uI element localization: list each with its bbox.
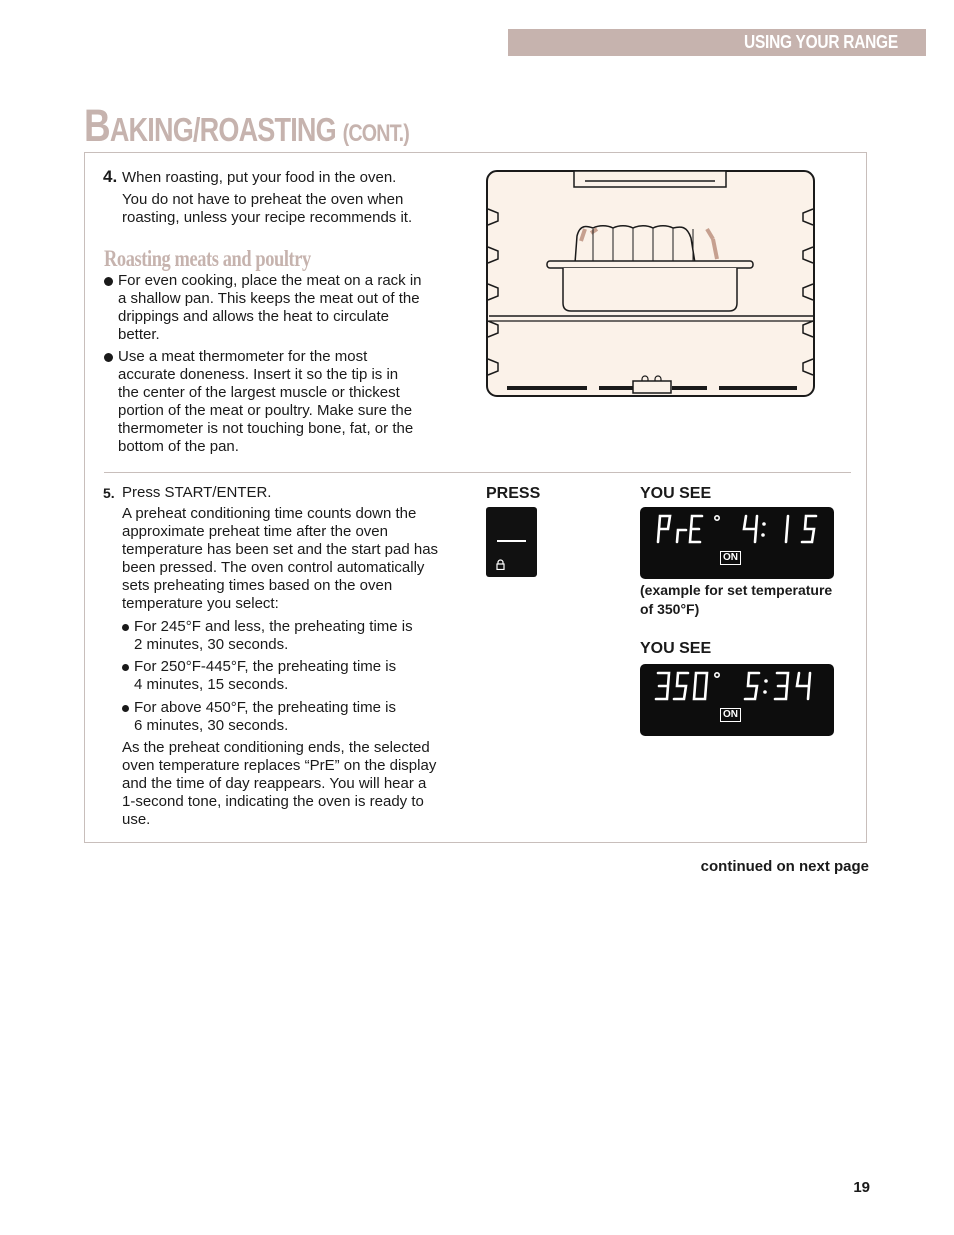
preheat-bullet-line: 2 minutes, 30 seconds. (134, 636, 289, 653)
roasting-bullet-1-line: drippings and allows the heat to circulate (118, 308, 389, 325)
keypad-line-icon (497, 540, 526, 542)
oven-roasting-illustration (485, 169, 817, 399)
bullet-dot-icon (122, 664, 129, 671)
roasting-heading: Roasting meats and poultry (104, 246, 311, 271)
paragraph-line: use. (122, 811, 151, 828)
paragraph-line: sets preheating times based on the oven (122, 577, 393, 594)
paragraph-line: A preheat conditioning time counts down the (122, 505, 417, 522)
bullet-dot-icon (122, 624, 129, 631)
on-indicator: ON (720, 551, 741, 565)
page-number: 19 (853, 1179, 870, 1196)
step-5-text: Press START/ENTER. (122, 484, 272, 501)
page-title-main: AKING/ROASTING (109, 111, 336, 148)
step-4-note-line-2: roasting, unless your recipe recommends it. (122, 209, 413, 226)
step-5-number: 5. (103, 485, 115, 501)
step-5-paragraph-1 (122, 505, 438, 613)
step-4-note-line-1: You do not have to preheat the oven when (122, 191, 404, 208)
preheat-bullet-line: For above 450°F, the preheating time is (134, 699, 396, 716)
continued-note: continued on next page (700, 858, 869, 875)
section-divider (104, 472, 851, 473)
roasting-bullet-2-line: thermometer is not touching bone, fat, or the (118, 420, 414, 437)
page-title-cont: (CONT.) (342, 120, 409, 147)
preheat-bullet-3 (122, 699, 452, 735)
roasting-bullet-2-line: accurate doneness. Insert it so the tip is in (118, 366, 399, 383)
paragraph-line: approximate preheat time after the oven (122, 523, 388, 540)
oven-display-preheat (640, 507, 834, 579)
display-caption (640, 581, 832, 619)
preheat-bullet-1 (122, 618, 452, 654)
step-4-text: When roasting, put your food in the oven. (122, 169, 397, 186)
oven-display-temperature (640, 664, 834, 736)
page-title (84, 100, 409, 152)
roasting-bullet-2 (104, 348, 454, 456)
paragraph-line: temperature you select: (122, 595, 279, 612)
preheat-bullet-line: 6 minutes, 30 seconds. (134, 717, 289, 734)
roasting-bullet-1 (104, 272, 454, 344)
bullet-dot-icon (104, 353, 113, 362)
roasting-bullet-2-line: bottom of the pan. (118, 438, 239, 455)
on-indicator: ON (720, 708, 741, 722)
roasting-bullet-2-line: the center of the largest muscle or thickest (118, 384, 400, 401)
roasting-bullet-1-line: better. (118, 326, 160, 343)
display-readout (640, 664, 834, 736)
roasting-bullet-2-line: Use a meat thermometer for the most (118, 348, 368, 365)
paragraph-line: As the preheat conditioning ends, the selected (122, 739, 430, 756)
display-readout (640, 507, 834, 579)
step-5-paragraph-2 (122, 739, 436, 829)
caption-line: (example for set temperature (640, 582, 833, 598)
paragraph-line: and the time of day reappears. You will hear a (122, 775, 427, 792)
section-header-bar (508, 29, 926, 56)
bullet-dot-icon (122, 705, 129, 712)
step-4-number: 4. (103, 167, 118, 186)
roasting-bullet-2-line: portion of the meat or poultry. Make sure the (118, 402, 413, 419)
paragraph-line: temperature has been set and the start pad has (122, 541, 439, 558)
press-label: PRESS (486, 485, 541, 502)
paragraph-line: 1-second tone, indicating the oven is ready to (122, 793, 424, 810)
lock-icon (496, 559, 505, 570)
preheat-bullet-line: For 250°F-445°F, the preheating time is (134, 658, 397, 675)
page-title-initial: B (84, 100, 110, 151)
you-see-label: YOU SEE (640, 640, 712, 657)
roasting-bullet-1-line: a shallow pan. This keeps the meat out of the (118, 290, 420, 307)
preheat-bullet-line: For 245°F and less, the preheating time is (134, 618, 413, 635)
caption-line: of 350°F) (640, 601, 700, 617)
preheat-bullet-line: 4 minutes, 15 seconds. (134, 676, 289, 693)
roasting-bullet-1-line: For even cooking, place the meat on a rack in (118, 272, 422, 289)
bullet-dot-icon (104, 277, 113, 286)
section-header-label: USING YOUR RANGE (744, 32, 898, 52)
paragraph-line: been pressed. The oven control automatically (122, 559, 425, 576)
start-enter-keypad-button[interactable] (486, 507, 537, 577)
paragraph-line: oven temperature replaces “PrE” on the display (122, 757, 437, 774)
preheat-bullet-2 (122, 658, 452, 694)
you-see-label: YOU SEE (640, 485, 712, 502)
